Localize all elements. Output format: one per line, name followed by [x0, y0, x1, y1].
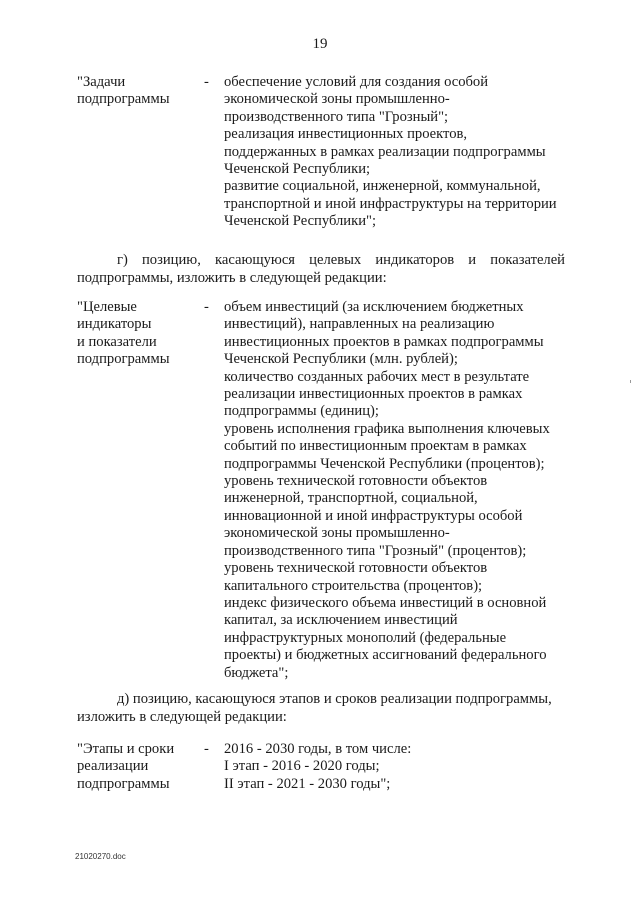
indicators-dash: - — [204, 299, 209, 315]
tasks-value-line: экономической зоны промышленно- — [224, 91, 450, 108]
indicators-value-line: объем инвестиций (за исключением бюджетных — [224, 299, 524, 315]
indicators-section — [77, 299, 565, 682]
tasks-section — [77, 74, 565, 231]
tasks-value-line: обеспечение условий для создания особой — [224, 74, 489, 90]
indicators-value-line: уровень технической готовности объектов — [224, 473, 488, 490]
stages-label-line: реализации — [77, 758, 149, 775]
paragraph-g-line: подпрограммы, изложить в следующей редакции: — [77, 270, 387, 286]
indicators-value-line: инфраструктурных монополий (федеральные — [224, 629, 507, 646]
indicators-value-line: экономической зоны промышленно- — [224, 525, 450, 542]
paragraph-d — [77, 690, 565, 726]
tasks-value-line: производственного типа "Грозный"; — [224, 108, 449, 125]
tasks-value-line: реализация инвестиционных проектов, — [224, 126, 468, 143]
document-footer-filename: 21020270.doc — [75, 852, 126, 861]
tasks-label-line: подпрограммы — [77, 91, 170, 108]
indicators-value-line: индекс физического объема инвестиций в основной — [224, 594, 547, 611]
indicators-value-line: производственного типа "Грозный" (процентов); — [224, 542, 527, 559]
indicators-label-line: и показатели — [77, 333, 157, 350]
paragraph-g-line: г) позицию, касающуюся целевых индикаторов и показателей — [117, 252, 565, 268]
indicators-value-line: подпрограммы Чеченской Республики (процентов); — [224, 455, 545, 472]
indicators-value-line: реализации инвестиционных проектов в рамках — [224, 386, 523, 403]
paragraph-d-line: изложить в следующей редакции: — [77, 709, 287, 725]
indicators-value-line: бюджета"; — [224, 664, 289, 681]
stages-section — [77, 741, 565, 793]
indicators-value-line: Чеченской Республики (млн. рублей); — [224, 351, 458, 368]
stages-dash: - — [204, 741, 209, 757]
indicators-value-line: подпрограммы (единиц); — [224, 403, 379, 420]
tasks-value-line: Чеченской Республики; — [224, 161, 371, 178]
indicators-value-line: капитал, за исключением инвестиций — [224, 612, 458, 629]
stages-label-line: подпрограммы — [77, 775, 170, 792]
stages-value-line: II этап - 2021 - 2030 годы"; — [224, 775, 391, 792]
tasks-dash: - — [204, 74, 209, 90]
indicators-value-line: событий по инвестиционным проектам в рамках — [224, 438, 527, 455]
stages-label-line: "Этапы и сроки — [77, 741, 175, 757]
indicators-value-line: уровень исполнения графика выполнения ключевых — [224, 420, 550, 437]
indicators-label — [77, 299, 204, 682]
tasks-value-line: транспортной и иной инфраструктуры на территории — [224, 195, 557, 212]
indicators-value-line: инвестиционных проектов в рамках подпрограммы — [224, 333, 544, 350]
tasks-value-line: развитие социальной, инженерной, коммунальной, — [224, 178, 541, 195]
tasks-label-line: "Задачи — [77, 74, 126, 90]
tasks-label — [77, 74, 204, 231]
indicators-value-line: инновационной и иной инфраструктуры особой — [224, 507, 523, 524]
paragraph-d-line: д) позицию, касающуюся этапов и сроков реализации подпрограммы, — [117, 691, 552, 707]
indicators-value-line: количество созданных рабочих мест в результате — [224, 368, 530, 385]
page-number: 19 — [312, 36, 328, 52]
stages-label — [77, 741, 204, 793]
indicators-value-line: капитального строительства (процентов); — [224, 577, 483, 594]
indicators-label-line: индикаторы — [77, 316, 152, 333]
indicators-value-line: инвестиций), направленных на реализацию — [224, 316, 495, 333]
tasks-value-line: Чеченской Республики"; — [224, 213, 377, 230]
indicators-label-line: "Целевые — [77, 299, 137, 315]
indicators-value-line: уровень технической готовности объектов — [224, 560, 488, 577]
paragraph-g — [77, 251, 565, 287]
indicators-value-line: проекты) и бюджетных ассигнований федерального — [224, 647, 547, 664]
stages-value — [224, 741, 565, 793]
indicators-value — [224, 299, 565, 682]
margin-mark — [630, 380, 631, 383]
indicators-value-line: инженерной, транспортной, социальной, — [224, 490, 478, 507]
tasks-value — [224, 74, 565, 231]
indicators-label-line: подпрограммы — [77, 351, 170, 368]
tasks-value-line: поддержанных в рамках реализации подпрограммы — [224, 143, 546, 160]
stages-value-line: 2016 - 2030 годы, в том числе: — [224, 741, 412, 757]
stages-value-line: I этап - 2016 - 2020 годы; — [224, 758, 380, 775]
